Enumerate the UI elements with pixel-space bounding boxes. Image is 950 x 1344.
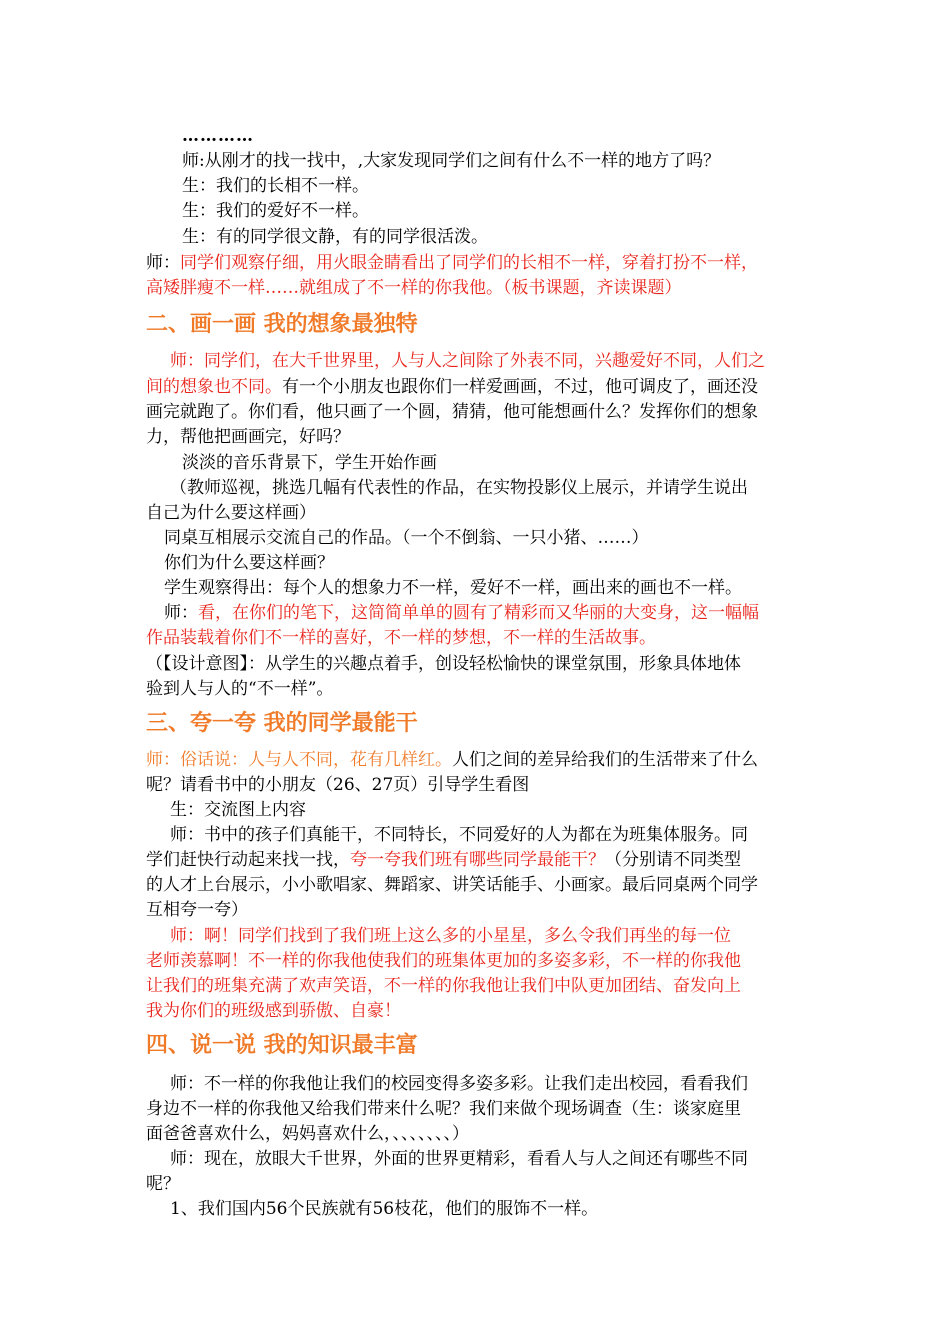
highlight-text: 夸一夸我们班有哪些同学最能干？ (350, 850, 605, 870)
teacher-line: 师：现在，放眼大千世界，外面的世界更精彩，看看人与人之间还有哪些不同 (170, 1149, 748, 1169)
paragraph-line: 同桌互相展示交流自己的作品。（一个不倒翁、一只小猪、……） (164, 528, 649, 548)
teacher-line: 师：不一样的你我他让我们的校园变得多姿多彩。让我们走出校园，看看我们 (170, 1074, 748, 1094)
teacher-line: 师：同学们，在大千世界里，人与人之间除了外表不同，兴趣爱好不同，人们之 (170, 351, 765, 371)
paragraph-line: 呢？ (146, 1174, 180, 1194)
plain-text: 学们赶快行动起来找一找， (146, 850, 350, 870)
plain-text: 有一个小朋友也跟你们一样爱画画，不过，他可调皮了，画还没 (282, 377, 758, 397)
paragraph-line: 淡淡的音乐背景下，学生开始作画 (182, 453, 437, 473)
teacher-summary-text: 同学们观察仔细，用火眼金睛看出了同学们的长相不一样，穿着打扮不一样， (180, 253, 758, 273)
teacher-line (164, 602, 759, 624)
teacher-prefix: 师： (164, 603, 198, 623)
highlight-line: 作品装载着你们不一样的喜好，不一样的梦想，不一样的生活故事。 (146, 628, 656, 648)
highlight-line: 我为你们的班级感到骄傲、自豪！ (146, 1001, 401, 1021)
paragraph-line: 你们为什么要这样画？ (164, 553, 334, 573)
paragraph-line: 自己为什么要这样画） (146, 503, 316, 523)
paragraph-line: 互相夸一夸） (146, 900, 248, 920)
section-heading-3: 三、夸一夸 我的同学最能干 (146, 711, 418, 736)
highlight-text: 师：俗话说：人与人不同，花有几样红。 (146, 750, 452, 770)
student-line: 生：我们的爱好不一样。 (182, 201, 369, 221)
paragraph-line: 画完就跑了。你们看，他只画了一个圆，猜猜，他可能想画什么？发挥你们的想象 (146, 402, 758, 422)
ellipsis-line: ………… (182, 126, 254, 146)
paragraph-line (146, 376, 758, 398)
section-heading-2: 二、画一画 我的想象最独特 (146, 312, 418, 337)
design-intent-line: 验到人与人的“不一样”。 (146, 679, 334, 699)
highlight-text: 间的想象也不同。 (146, 377, 282, 397)
paragraph-line (146, 849, 741, 871)
list-item: 1、我们国内56个民族就有56枝花，他们的服饰不一样。 (170, 1199, 599, 1219)
paragraph-line: （教师巡视，挑选几幅有代表性的作品，在实物投影仪上展示，并请学生说出 (170, 478, 748, 498)
teacher-line (146, 749, 758, 771)
highlight-line: 老师羡慕啊！不一样的你我他使我们的班集体更加的多姿多彩，不一样的你我他 (146, 951, 741, 971)
section-heading-4: 四、说一说 我的知识最丰富 (146, 1033, 418, 1058)
teacher-line: 师:从刚才的找一找中，,大家发现同学们之间有什么不一样的地方了吗？ (182, 151, 721, 171)
highlight-text: 看，在你们的笔下，这简简单单的圆有了精彩而又华丽的大变身，这一幅幅 (198, 603, 759, 623)
plain-text: （分别请不同类型 (605, 850, 741, 870)
plain-text: 人们之间的差异给我们的生活带来了什么 (452, 750, 758, 770)
student-line: 生：有的同学很文静，有的同学很活泼。 (182, 227, 488, 247)
paragraph-line: 力，帮他把画画完，好吗？ (146, 427, 350, 447)
teacher-prefix: 师： (146, 253, 180, 273)
paragraph-line: 的人才上台展示，小小歌唱家、舞蹈家、讲笑话能手、小画家。最后同桌两个同学 (146, 875, 758, 895)
teacher-summary-line: 高矮胖瘦不一样……就组成了不一样的你我他。（板书课题，齐读课题） (146, 278, 682, 298)
paragraph-line: 呢？请看书中的小朋友（26、27页）引导学生看图 (146, 775, 530, 795)
highlight-line: 让我们的班集充满了欢声笑语，不一样的你我他让我们中队更加团结、奋发向上 (146, 976, 741, 996)
paragraph-line: 身边不一样的你我他又给我们带来什么呢？我们来做个现场调查（生：谈家庭里 (146, 1099, 741, 1119)
design-intent-line: （【设计意图】：从学生的兴趣点着手，创设轻松愉快的课堂氛围，形象具体地体 (146, 654, 741, 674)
paragraph-line: 学生观察得出：每个人的想象力不一样，爱好不一样，画出来的画也不一样。 (164, 578, 742, 598)
paragraph-line: 面爸爸喜欢什么，妈妈喜欢什么，、、、、、、、） (146, 1124, 469, 1144)
teacher-line: 师：啊！同学们找到了我们班上这么多的小星星，多么令我们再坐的每一位 (170, 926, 731, 946)
student-line: 生：我们的长相不一样。 (182, 176, 369, 196)
student-line: 生：交流图上内容 (170, 800, 306, 820)
teacher-summary-line (146, 252, 758, 274)
teacher-line: 师：书中的孩子们真能干，不同特长，不同爱好的人为都在为班集体服务。同 (170, 825, 748, 845)
